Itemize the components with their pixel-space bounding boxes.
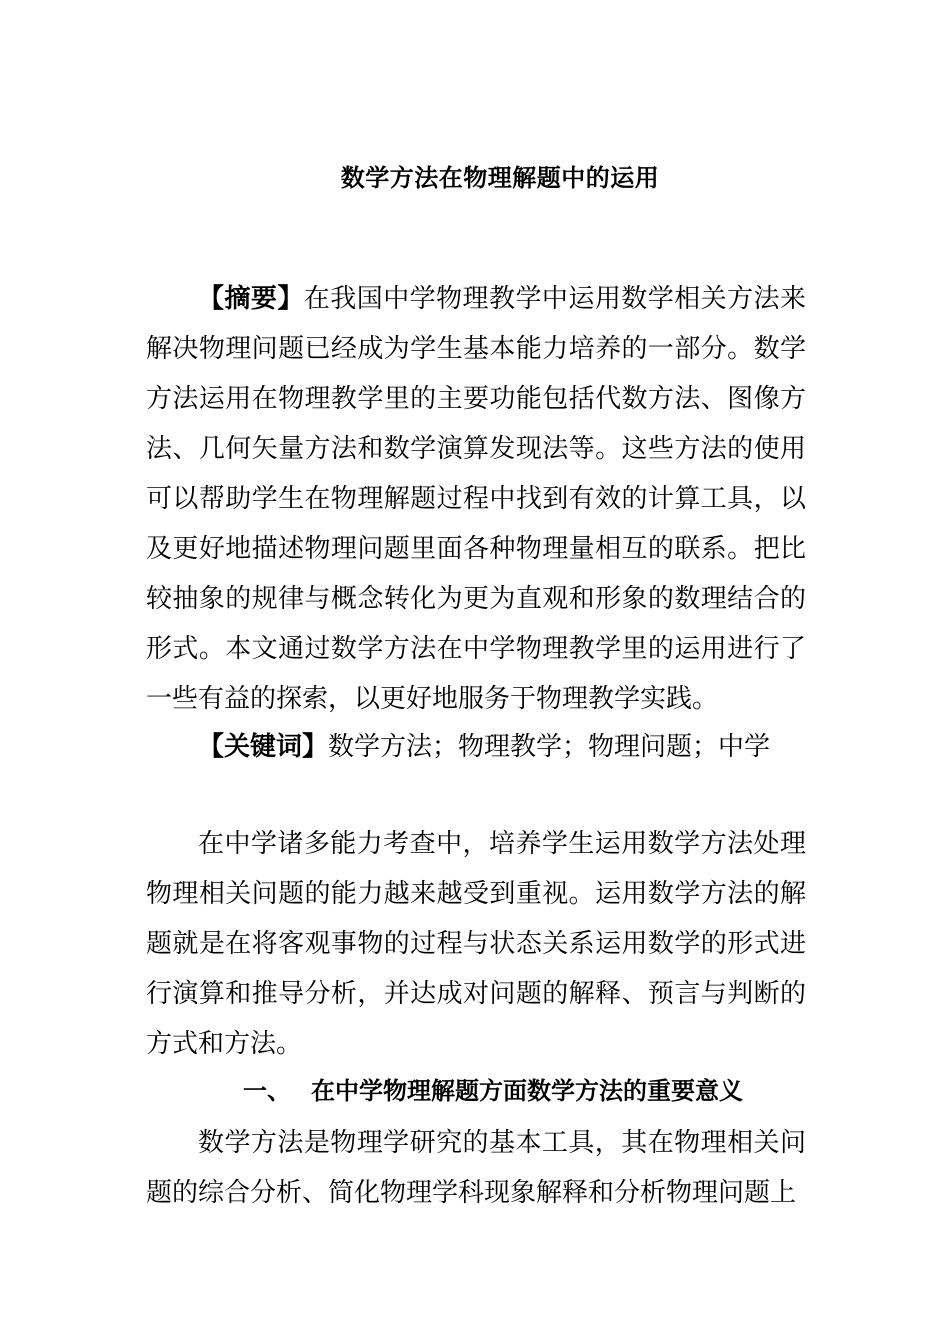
intro-section <box>146 819 806 1069</box>
abstract-label: 【摘要】 <box>198 284 304 314</box>
keywords-paragraph <box>146 722 806 772</box>
section-number: 一、 <box>243 1076 291 1105</box>
document-title: 数学方法在物理解题中的运用 <box>340 163 660 192</box>
abstract-section <box>146 274 806 724</box>
section-body <box>146 1118 806 1218</box>
section-paragraph: 数学方法是物理学研究的基本工具，其在物理相关问题的综合分析、简化物理学科现象解释和分析物理问题上 <box>146 1128 806 1208</box>
section-heading <box>243 1071 743 1111</box>
section-heading-text: 在中学物理解题方面数学方法的重要意义 <box>311 1076 743 1105</box>
keywords-text: 数学方法；物理教学；物理问题；中学 <box>328 732 771 762</box>
intro-paragraph: 在中学诸多能力考查中，培养学生运用数学方法处理物理相关问题的能力越来越受到重视。运用数学方法的解题就是在将客观事物的过程与状态关系运用数学的形式进行演算和推导分析，并达成对问题的解释、预言与判断的方式和方法。 <box>146 829 806 1059</box>
abstract-paragraph <box>146 274 806 724</box>
abstract-text: 在我国中学物理教学中运用数学相关方法来解决物理问题已经成为学生基本能力培养的一部分。数学方法运用在物理教学里的主要功能包括代数方法、图像方法、几何矢量方法和数学演算发现法等。这些方法的使用可以帮助学生在物理解题过程中找到有效的计算工具，以及更好地描述物理问题里面各种物理量相互的联系。把比较抽象的规律与概念转化为更为直观和形象的数理结合的形式。本文通过数学方法在中学物理教学里的运用进行了一些有益的探索，以更好地服务于物理教学实践。 <box>146 284 806 714</box>
keywords-label: 【关键词】 <box>198 732 329 762</box>
keywords-section <box>146 722 806 772</box>
